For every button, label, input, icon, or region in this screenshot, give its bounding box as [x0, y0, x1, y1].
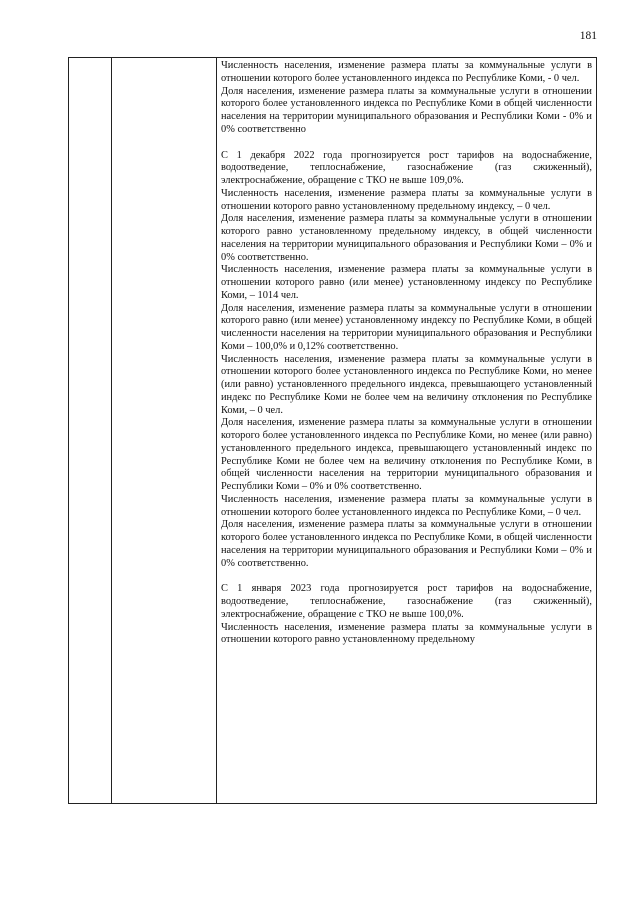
paragraph: С 1 декабря 2022 года прогнозируется рост тарифов на водоснабжение, водоотведение, теплоснабжение, газоснабжение (газ сжиженный), электроснабжение, обращение с ТКО не выше 109,0%.: [221, 149, 592, 186]
table-cell-number: [69, 58, 112, 804]
paragraph: Доля населения, изменение размера платы за коммунальные услуги в отношении которого равно (или менее) установленному индексу по Республике Коми, в общей численности населения на территории муниципального образования и Республики Коми – 100,0% и 0,12% соответственно.: [221, 302, 592, 352]
page-number: 181: [579, 30, 597, 42]
paragraph: Доля населения, изменение размера платы за коммунальные услуги в отношении которого более установленного индекса по Республике Коми, но менее (или равно) установленного предельного индекса, превышающего установленный индекс по Республике Коми не более чем на величину отклонения по Республике Коми, в общей численности населения на территории муниципального образования и Республики Коми – 0% и 0% соответственно.: [221, 417, 592, 492]
paragraph: Доля населения, изменение размера платы за коммунальные услуги в отношении которого более установленного индекса по Республике Коми в общей численности населения на территории муниципального образования и Республики Коми - 0% и 0% соответственно: [221, 85, 592, 135]
paragraph: Численность населения, изменение размера платы за коммунальные услуги в отношении которого равно (или менее) установленному индексу по Республике Коми, – 1014 чел.: [221, 264, 592, 301]
table-row: [69, 58, 597, 804]
paragraph: Численность населения, изменение размера платы за коммунальные услуги в отношении которого равно установленному предельному: [221, 621, 592, 646]
paragraph: Численность населения, изменение размера платы за коммунальные услуги в отношении которого равно установленному предельному индексу, – 0 чел.: [221, 187, 592, 212]
document-table: [68, 57, 597, 804]
paragraph-gap: [221, 137, 592, 150]
paragraph: С 1 января 2023 года прогнозируется рост тарифов на водоснабжение, водоотведение, теплоснабжение, газоснабжение (газ сжиженный), электроснабжение, обращение с ТКО не выше 100,0%.: [221, 583, 592, 620]
table-cell-text: [217, 58, 597, 804]
table-cell-name: [112, 58, 217, 804]
paragraph: Доля населения, изменение размера платы за коммунальные услуги в отношении которого более установленного индекса по Республике Коми, в общей численности населения на территории муниципального образования и Республики Коми – 0% и 0% соответственно.: [221, 519, 592, 569]
paragraph-gap: [221, 570, 592, 583]
paragraph: Численность населения, изменение размера платы за коммунальные услуги в отношении которого более установленного индекса по Республике Коми, – 0 чел.: [221, 493, 592, 518]
paragraph: Доля населения, изменение размера платы за коммунальные услуги в отношении которого равно установленному предельному индексу, в общей численности населения на территории муниципального образования и Республики Коми – 0% и 0% соответственно.: [221, 213, 592, 263]
paragraph: Численность населения, изменение размера платы за коммунальные услуги в отношении которого более установленного индекса по Республике Коми, - 0 чел.: [221, 60, 592, 84]
paragraph: Численность населения, изменение размера платы за коммунальные услуги в отношении которого более установленного индекса по Республике Коми, но менее (или равно) установленного предельного индекса, превышающего установленный индекс по Республике Коми не более чем на величину отклонения по Республике Коми, – 0 чел.: [221, 353, 592, 416]
